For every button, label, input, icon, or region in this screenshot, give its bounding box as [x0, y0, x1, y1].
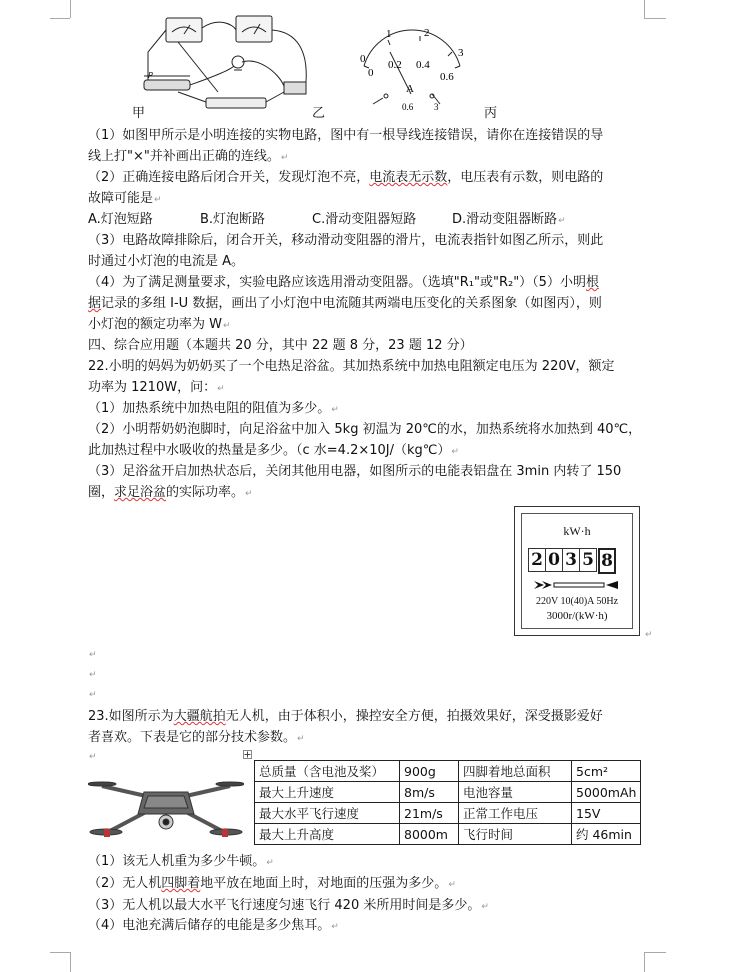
table-move-handle-icon[interactable]: [243, 750, 252, 759]
meter-digit: 0: [545, 548, 563, 572]
meter-rating: 220V 10(40)A 50Hz: [535, 596, 619, 607]
q21-line-3: （2）正确连接电路后闭合开关，发现灯泡不亮，电流表无示数，电压表有示数，则电路的: [88, 170, 604, 185]
page-corner-mark: [644, 18, 666, 19]
scale-top-2: 2: [424, 27, 430, 39]
scale-top-3: 3: [458, 47, 464, 59]
table-cell: 约 46min: [572, 824, 641, 845]
rotation-arrow-icon: [534, 580, 624, 590]
q23-sub-4: （4）电池充满后储存的电能是多少焦耳。↵: [88, 918, 339, 933]
drone-image: [88, 774, 244, 846]
q22-line-2: 功率为 1210W，问：↵: [88, 380, 225, 395]
figure-label-yi: 乙: [312, 106, 326, 121]
rheostat-label: P: [148, 71, 153, 80]
scale-bottom-2: 0.4: [416, 59, 430, 71]
table-cell: 最大上升高度: [255, 824, 400, 845]
q21-line-2: 线上打"×"并补画出正确的连线。↵: [88, 149, 289, 164]
table-cell: 5cm²: [572, 761, 641, 782]
option-d: D.滑动变阻器断路: [452, 212, 558, 227]
q21-line-7: 时通过小灯泡的电流是 A。: [88, 254, 245, 269]
table-cell: 电池容量: [459, 782, 572, 803]
scale-bottom-0: 0: [368, 67, 374, 79]
table-row: [255, 782, 641, 803]
section-4-heading: 四、综合应用题（本题共 20 分，其中 22 题 8 分，23 题 12 分）: [88, 338, 473, 353]
q22-line-4: （2）小明帮奶奶泡脚时，向足浴盆中加入 5kg 初温为 20℃的水，加热系统将水加热到 40℃，: [88, 422, 642, 437]
q22-line-7: 圈，求足浴盆的实际功率。↵: [88, 485, 253, 500]
ammeter-unit: A: [406, 83, 414, 95]
option-a: A.灯泡短路: [88, 212, 153, 227]
table-cell: 5000mAh: [572, 782, 641, 803]
scale-bottom-3: 0.6: [440, 71, 454, 83]
meter-constant: 3000r/(kW·h): [546, 610, 608, 622]
meter-digit: 3: [562, 548, 580, 572]
q23-sub-1: （1）该无人机重为多少牛顿。↵: [88, 854, 274, 869]
page-corner-mark: [70, 0, 71, 18]
paragraph-mark: ↵: [89, 650, 97, 660]
q22-line-3: （1）加热系统中加热电阻的阻值为多少。↵: [88, 401, 339, 416]
table-cell: 飞行时间: [459, 824, 572, 845]
figure-label-jia: 甲: [132, 106, 146, 121]
paragraph-mark: ↵: [89, 752, 97, 762]
terminal-label-0-6: 0.6: [402, 102, 414, 112]
q21-line-8: （4）为了满足测量要求，实验电路应该选用滑动变阻器。（选填"R₁"或"R₂"）（5）小明根: [88, 275, 599, 290]
q23-line-1: 23.如图所示为大疆航拍无人机，由于体积小，操控安全方便，拍摄效果好，深受摄影爱好: [88, 709, 603, 724]
q22-line-6: （3）足浴盆开启加热状态后，关闭其他用电器，如图所示的电能表铝盘在 3min 内转了 150: [88, 464, 622, 479]
q21-options: A.灯泡短路 B.灯泡断路 C.滑动变阻器短路 D.滑动变阻器断路↵: [88, 210, 566, 231]
q21-line-4: 故障可能是↵: [88, 191, 162, 206]
table-cell: 四脚着地总面积: [459, 761, 572, 782]
q22-line-1: 22.小明的妈妈为奶奶买了一个电热足浴盆。其加热系统中加热电阻额定电压为 220V，额定: [88, 359, 615, 374]
page-corner-mark: [644, 952, 666, 953]
paragraph-mark: ↵: [89, 670, 97, 680]
table-cell: 15V: [572, 803, 641, 824]
page-corner-mark: [50, 18, 70, 19]
energy-meter-frame: [521, 513, 633, 629]
table-cell: 最大上升速度: [255, 782, 400, 803]
q23-sub-2: （2）无人机四脚着地平放在地面上时，对地面的压强为多少。↵: [88, 876, 456, 891]
page-corner-mark: [50, 952, 70, 953]
table-cell: 正常工作电压: [459, 803, 572, 824]
page-corner-mark: [70, 952, 71, 972]
table-row: [255, 761, 641, 782]
table-cell: 900g: [400, 761, 459, 782]
table-cell: 总质量（含电池及桨）: [255, 761, 400, 782]
terminal-label-3: 3: [434, 102, 439, 112]
scale-bottom-1: 0.2: [388, 59, 402, 71]
q22-line-5: 此加热过程中水吸收的热量是多少。（c 水=4.2×10J/（kg℃）↵: [88, 443, 459, 458]
scale-top-0: 0: [360, 53, 366, 65]
page-corner-mark: [644, 952, 645, 972]
scale-top-1: 1: [386, 28, 392, 40]
circuit-diagram-jia: [138, 12, 328, 112]
table-cell: 21m/s: [400, 803, 459, 824]
q21-line-9: 据记录的多组 I-U 数据，画出了小灯泡中电流随其两端电压变化的关系图象（如图丙），则: [88, 296, 602, 311]
q21-line-1: （1）如图甲所示是小明连接的实物电路，图中有一根导线连接错误，请你在连接错误的导: [88, 128, 604, 143]
table-cell: 最大水平飞行速度: [255, 803, 400, 824]
meter-digit: 5: [579, 548, 597, 572]
figure-label-bing: 丙: [484, 106, 498, 121]
q23-sub-3: （3）无人机以最大水平飞行速度匀速飞行 420 米所用时间是多少。↵: [88, 898, 489, 913]
q21-line-6: （3）电路故障排除后，闭合开关，移动滑动变阻器的滑片，电流表指针如图乙所示，则此: [88, 233, 604, 248]
meter-digit-decimal: 8: [598, 548, 616, 574]
meter-digits: [528, 548, 615, 574]
drone-spec-table: [254, 760, 641, 845]
q21-line-10: 小灯泡的额定功率为 W↵: [88, 317, 231, 332]
table-row: [255, 803, 641, 824]
table-row: [255, 824, 641, 845]
page-corner-mark: [644, 0, 645, 18]
q23-line-2: 者喜欢。下表是它的部分技术参数。↵: [88, 730, 305, 745]
meter-unit: kW·h: [563, 524, 591, 538]
paragraph-mark: ↵: [89, 690, 97, 700]
option-b: B.灯泡断路: [200, 212, 266, 227]
table-cell: 8m/s: [400, 782, 459, 803]
table-cell: 8000m: [400, 824, 459, 845]
paragraph-mark: ↵: [645, 630, 653, 640]
meter-digit: 2: [528, 548, 546, 572]
option-c: C.滑动变阻器短路: [312, 212, 417, 227]
energy-meter: [514, 506, 640, 636]
ammeter-dial-yi: [348, 22, 474, 114]
